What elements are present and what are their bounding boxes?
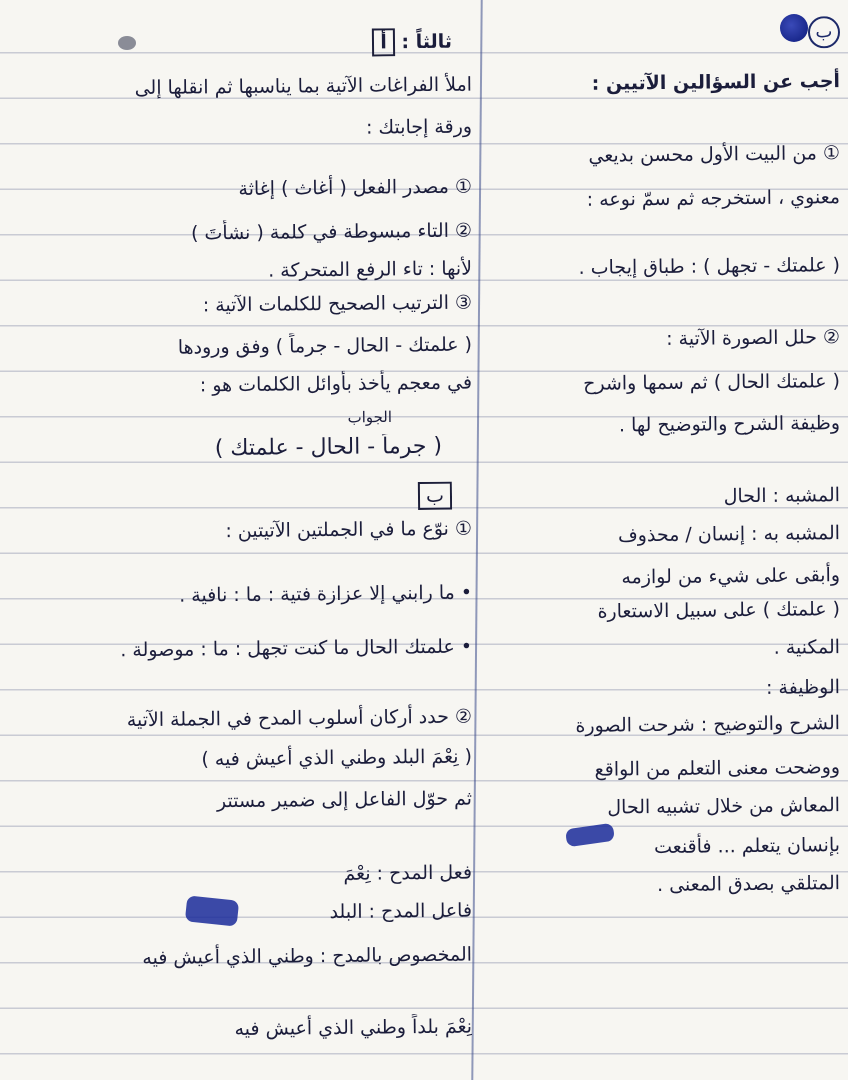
question-1-line-2: معنوي ، استخرجه ثم سمّ نوعه : <box>586 186 841 211</box>
answer-line-5: المكنية . <box>773 636 841 659</box>
answer-line-8: ووضحت معنى التعلم من الواقع <box>594 756 841 781</box>
right-intro: أجب عن السؤالين الآتيين : <box>591 70 841 95</box>
right-column <box>480 0 840 1080</box>
answer-mushabbah-bih: المشبه به : إنسان / محذوف <box>617 522 841 547</box>
fill-item-3-line-2: ( علمتك - الحال - جرماً ) وفق ورودها <box>177 333 473 359</box>
praise-verb: فعل المدح : نِعْمَ <box>343 861 473 885</box>
question-1-line-1: ① من البيت الأول محسن بديعي <box>588 142 841 167</box>
answer-line-9: المعاش من خلال تشبيه الحال <box>607 794 841 819</box>
question-2-line-2: ( علمتك الحال ) ثم سمها واشرح <box>583 370 841 395</box>
b-question-1-sentence-b: • علمتك الحال ما كنت تجهل : ما : موصولة . <box>120 635 473 662</box>
b-question-1-sentence-a: • ما رابني إلا عزازة فتية : ما : نافية . <box>179 581 473 607</box>
section-heading <box>4 28 452 61</box>
ordering-answer: ( جرماً - الحال - علمتك ) <box>214 433 443 462</box>
answer-line-10: بإنسان يتعلم ... فأقنعت <box>653 834 841 859</box>
question-1-answer: ( علمتك - تجهل ) : طباق إيجاب . <box>578 254 841 279</box>
fill-item-3-line-3: في معجم يأخذ بأوائل الكلمات هو : <box>199 371 473 397</box>
left-intro-1: املأ الفراغات الآتية بما يناسبها ثم انقلها إلى <box>134 73 473 100</box>
answer-line-4: ( علمتك ) على سبيل الاستعارة <box>597 598 841 623</box>
left-column <box>4 0 472 1080</box>
b-question-2: ② حدد أركان أسلوب المدح في الجملة الآتية <box>126 705 473 732</box>
answer-line-7: الشرح والتوضيح : شرحت الصورة <box>575 712 841 737</box>
fill-item-3: ③ الترتيب الصحيح للكلمات الآتية : <box>202 291 473 317</box>
answer-mushabbah: المشبه : الحال <box>723 484 841 508</box>
section-b-box: ب <box>418 482 452 510</box>
fill-item-2-answer: لأنها : تاء الرفع المتحركة . <box>268 257 473 282</box>
question-2-line-3: وظيفة الشرح والتوضيح لها . <box>618 412 841 437</box>
section-b-badge-line <box>4 482 452 515</box>
praise-subject: فاعل المدح : البلد <box>329 899 473 924</box>
transformed-sentence: نِعْمَ بلداً وطني الذي أعيش فيه <box>234 1015 473 1041</box>
answer-label: الجواب <box>347 407 393 427</box>
fill-item-1: ① مصدر الفعل ( أغاث ) إغاثة <box>238 175 473 200</box>
praised-specific: المخصوص بالمدح : وطني الذي أعيش فيه <box>142 943 473 970</box>
b-question-1: ① نوّع ما في الجملتين الآتيتين : <box>225 517 473 543</box>
answer-line-3: وأبقى على شيء من لوازمه <box>621 564 841 589</box>
b-question-2-sentence: ( نِعْمَ البلد وطني الذي أعيش فيه ) <box>201 745 473 771</box>
section-heading-box: أ <box>372 28 395 56</box>
section-heading-text: ثالثاً : <box>401 30 453 54</box>
section-badge-line <box>480 16 840 52</box>
question-2-line-1: ② حلل الصورة الآتية : <box>666 326 841 350</box>
answer-line-11: المتلقي بصدق المعنى . <box>656 872 841 897</box>
fill-item-2: ② التاء مبسوطة في كلمة ( نشأتَ ) <box>190 219 473 245</box>
section-badge: ب <box>808 16 840 48</box>
left-intro-2: ورقة إجابتك : <box>365 115 473 139</box>
b-question-2-instruction: ثم حوّل الفاعل إلى ضمير مستتر <box>216 787 473 813</box>
answer-line-6: الوظيفة : <box>765 676 841 699</box>
